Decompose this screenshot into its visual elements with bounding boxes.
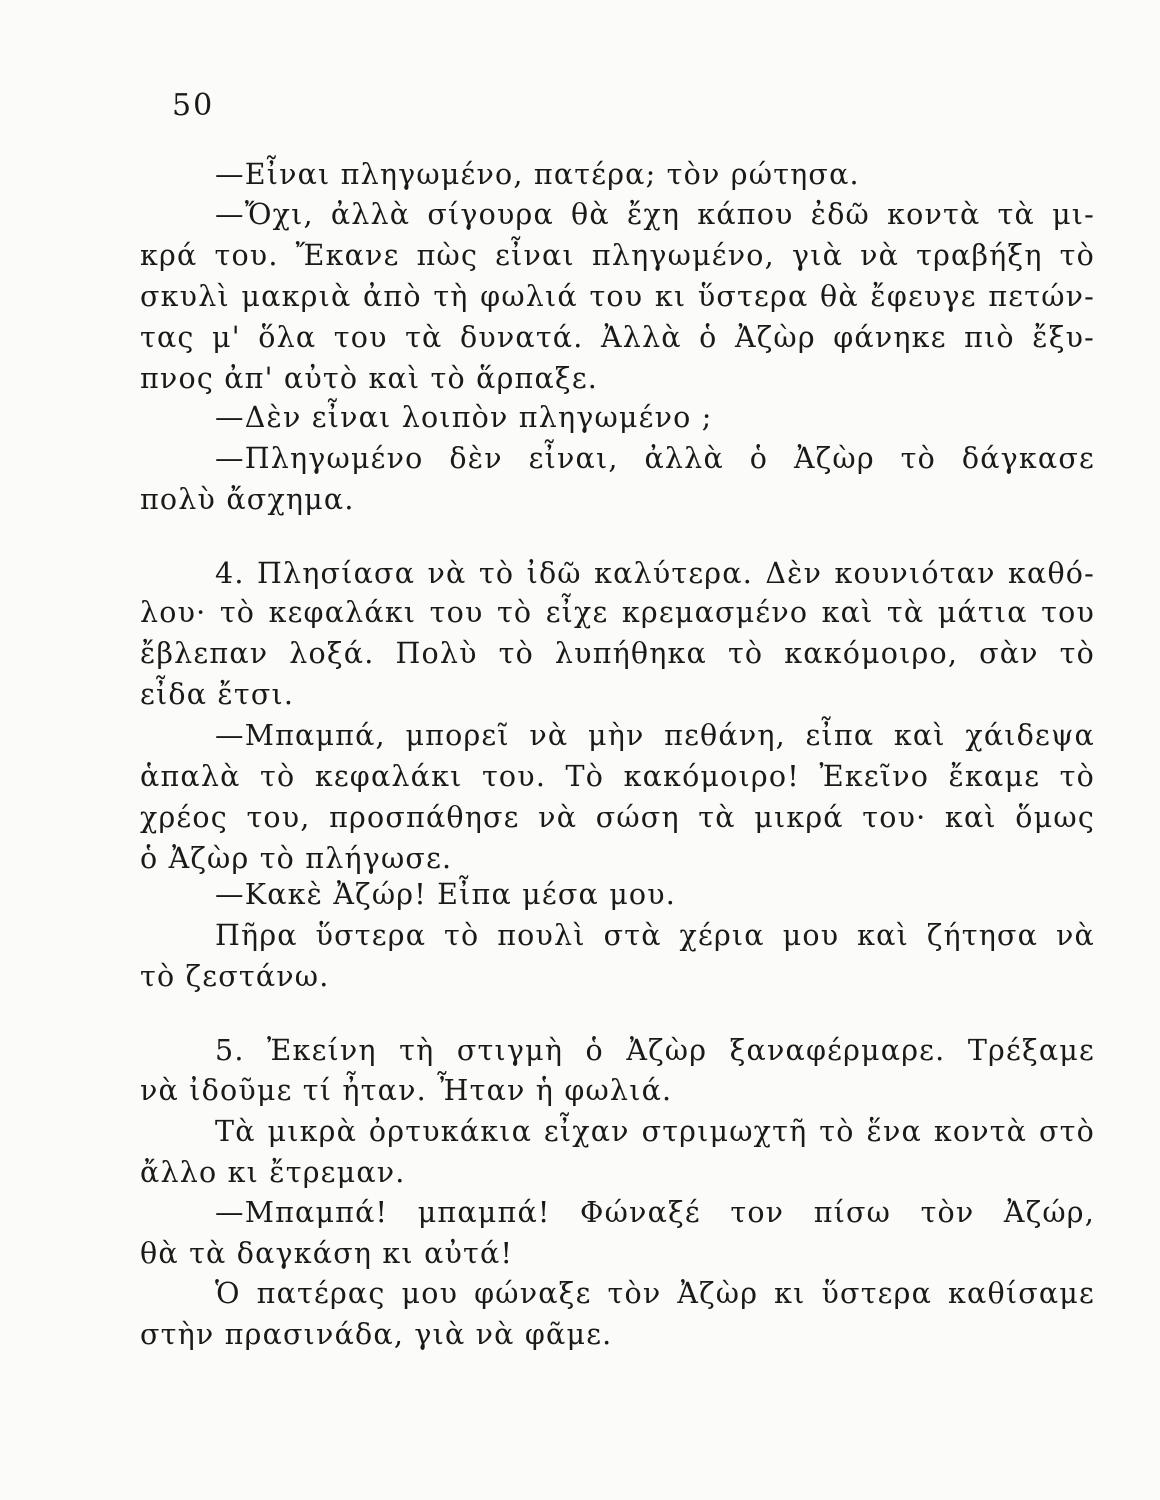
text-line: —Πληγωμένο δὲν εἶναι, ἀλλὰ ὁ Ἀζὼρ τὸ δάγκασε bbox=[215, 442, 1095, 475]
text-line: στὴν πρασινάδα, γιὰ νὰ φᾶμε. bbox=[140, 1318, 613, 1351]
text-line: ἔβλεπαν λοξά. Πολὺ τὸ λυπήθηκα τὸ κακόμοιρο, σὰν τὸ bbox=[140, 637, 1095, 670]
text-line: ἄλλο κι ἔτρεμαν. bbox=[140, 1156, 406, 1189]
text-line: —Δὲν εἶναι λοιπὸν πληγωμένο ; bbox=[215, 401, 713, 434]
text-line: πνος ἀπ' αὐτὸ καὶ τὸ ἅρπαξε. bbox=[140, 362, 599, 395]
text-line: —Εἶναι πληγωμένο, πατέρα; τὸν ρώτησα. bbox=[215, 158, 860, 191]
text-line: νὰ ἰδοῦμε τί ἦταν. Ἦταν ἡ φωλιά. bbox=[140, 1074, 673, 1107]
text-line: Ὁ πατέρας μου φώναξε τὸν Ἀζὼρ κι ὕστερα καθίσαμε bbox=[215, 1277, 1095, 1310]
text-line: τὸ ζεστάνω. bbox=[140, 960, 330, 993]
text-line: —Μπαμπά! μπαμπά! Φώναξέ τον πίσω τὸν Ἀζώρ, bbox=[215, 1196, 1095, 1229]
text-line: κρά του. Ἔκανε πὼς εἶναι πληγωμένο, γιὰ νὰ τραβήξη τὸ bbox=[140, 239, 1095, 272]
text-line: θὰ τὰ δαγκάση κι αὐτά! bbox=[140, 1237, 514, 1270]
text-line: 4. Πλησίασα νὰ τὸ ἰδῶ καλύτερα. Δὲν κουνιόταν καθό- bbox=[215, 557, 1095, 590]
text-line: —Ὄχι, ἀλλὰ σίγουρα θὰ ἔχη κάπου ἐδῶ κοντὰ τὰ μι- bbox=[215, 198, 1095, 231]
text-line: σκυλὶ μακριὰ ἀπὸ τὴ φωλιά του κι ὕστερα θὰ ἔφευγε πετών- bbox=[140, 280, 1095, 313]
text-line: —Κακὲ Ἀζώρ! Εἶπα μέσα μου. bbox=[215, 878, 677, 911]
text-line: τας μ' ὅλα του τὰ δυνατά. Ἀλλὰ ὁ Ἀζὼρ φάνηκε πιὸ ἔξυ- bbox=[140, 321, 1095, 354]
text-line: ἁπαλὰ τὸ κεφαλάκι του. Τὸ κακόμοιρο! Ἐκεῖνο ἔκαμε τὸ bbox=[140, 760, 1095, 793]
text-line: Πῆρα ὕστερα τὸ πουλὶ στὰ χέρια μου καὶ ζήτησα νὰ bbox=[215, 919, 1095, 952]
page-number: 50 bbox=[172, 88, 215, 123]
text-line: χρέος του, προσπάθησε νὰ σώση τὰ μικρά του· καὶ ὅμως bbox=[140, 801, 1095, 834]
text-line: 5. Ἐκείνη τὴ στιγμὴ ὁ Ἀζὼρ ξαναφέρμαρε. Τρέξαμε bbox=[215, 1034, 1095, 1067]
text-line: Τὰ μικρὰ ὀρτυκάκια εἶχαν στριμωχτῆ τὸ ἕνα κοντὰ στὸ bbox=[215, 1115, 1095, 1148]
text-line: λου· τὸ κεφαλάκι του τὸ εἶχε κρεμασμένο καὶ τὰ μάτια του bbox=[140, 596, 1095, 629]
text-line: πολὺ ἄσχημα. bbox=[140, 483, 355, 516]
text-line: —Μπαμπά, μπορεῖ νὰ μὴν πεθάνη, εἶπα καὶ χάιδεψα bbox=[215, 719, 1095, 752]
text-line: εἶδα ἔτσι. bbox=[140, 678, 295, 711]
text-line: ὁ Ἀζὼρ τὸ πλήγωσε. bbox=[140, 842, 453, 875]
